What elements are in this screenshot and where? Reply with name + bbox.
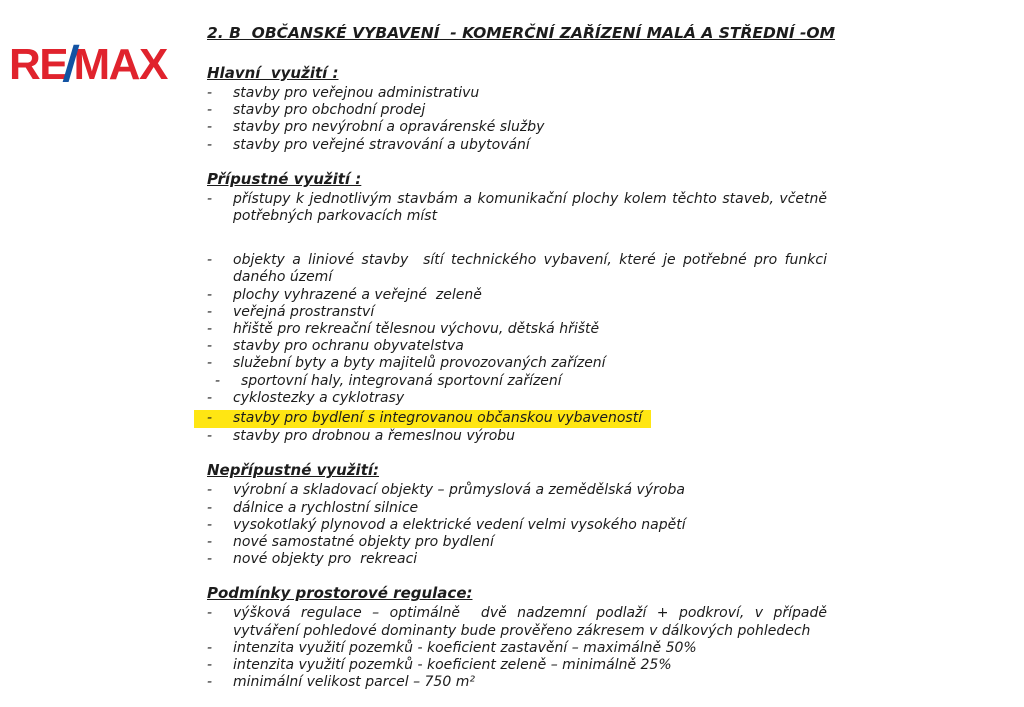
list-item — [207, 500, 827, 517]
section-heading: Nepřípustné využití: — [207, 461, 380, 480]
list-item-text: dálnice a rychlostní silnice — [233, 499, 419, 516]
list-item-text: minimální velikost parcel – 750 m² — [233, 674, 475, 691]
list-item-text: plochy vyhrazené a veřejné zeleně — [233, 286, 482, 303]
list-item-text: hřiště pro rekreační tělesnou výchovu, dětská hřiště — [233, 321, 600, 338]
list-item — [207, 605, 832, 639]
list-item-text: sportovní haly, integrovaná sportovní zařízení — [241, 372, 562, 389]
bullet-dash: - — [207, 551, 213, 568]
bullet-dash: - — [207, 639, 213, 656]
section-heading: Hlavní využití : — [207, 64, 339, 82]
bullet-dash: - — [207, 338, 213, 355]
list-item — [207, 338, 827, 355]
list-item — [207, 390, 827, 407]
section-hlavni-vyuziti — [207, 64, 827, 154]
bullet-dash: - — [207, 252, 213, 269]
bullet-dash: - — [207, 389, 213, 406]
bullet-dash: - — [215, 372, 221, 389]
list-item — [207, 482, 827, 499]
list-item-text: intenzita využití pozemků - koeficient zastavění – maximálně 50% — [233, 639, 697, 656]
document-body — [207, 24, 836, 707]
list-item — [207, 657, 827, 674]
list-item — [207, 119, 827, 136]
bullet-dash: - — [207, 499, 213, 516]
list-item-text: přístupy k jednotlivým stavbám a komunikační plochy kolem těchto staveb, včetně potřebných parkovacích míst — [233, 190, 832, 225]
list-item — [207, 252, 832, 286]
list-item — [207, 428, 827, 445]
list-item-text: výrobní a skladovací objekty – průmyslová a zemědělská výroba — [233, 482, 685, 499]
list-item-text: nové objekty pro rekreaci — [233, 551, 418, 568]
list-item-text: služební byty a byty majitelů provozovaných zařízení — [233, 355, 606, 372]
list-item-text: stavby pro drobnou a řemeslnou výrobu — [233, 428, 516, 445]
bullet-dash: - — [207, 428, 213, 445]
bullet-dash: - — [207, 410, 213, 427]
list-item — [207, 190, 832, 225]
section-podminky-regulace — [207, 584, 832, 691]
list-item — [207, 674, 827, 691]
list-item-text: stavby pro veřejné stravování a ubytování — [233, 136, 530, 153]
list-item — [207, 137, 827, 154]
list-item — [207, 551, 827, 568]
list-item-text: výšková regulace – optimálně dvě nadzemní podlaží + podkroví, v případě vytváření pohledové dominanty bude prověřeno zákresem v dálkových pohledech — [233, 605, 832, 639]
bullet-dash: - — [207, 534, 213, 551]
list-item-text: stavby pro obchodní prodej — [233, 102, 426, 119]
highlighted-list-item — [194, 410, 651, 428]
highlighted-item-text: stavby pro bydlení s integrovanou občanskou vybaveností — [233, 410, 643, 427]
list-item — [207, 321, 827, 338]
section-nepripustne-vyuziti — [207, 461, 827, 568]
bullet-dash: - — [207, 516, 213, 533]
bullet-dash: - — [207, 605, 213, 622]
remax-logo: RE/MAX — [9, 36, 167, 92]
list-item — [207, 304, 827, 321]
list-item — [207, 534, 827, 551]
list-item — [215, 373, 827, 390]
list-item — [207, 517, 827, 534]
list-item-text: cyklostezky a cyklotrasy — [233, 389, 405, 406]
bullet-dash: - — [207, 190, 213, 207]
list-item — [207, 85, 827, 102]
document-title: 2. B OBČANSKÉ VYBAVENÍ - KOMERČNÍ ZAŘÍZENÍ MALÁ A STŘEDNÍ -OM — [207, 24, 836, 42]
logo-text-max: MAX — [73, 40, 167, 89]
list-item-text: stavby pro ochranu obyvatelstva — [233, 338, 464, 355]
list-item-text: nové samostatné objekty pro bydlení — [233, 534, 494, 551]
bullet-dash: - — [207, 119, 213, 136]
list-item — [207, 355, 827, 372]
list-item-text: stavby pro nevýrobní a opravárenské služby — [233, 119, 545, 136]
list-item — [207, 102, 827, 119]
section-heading: Přípustné využití : — [207, 169, 362, 188]
logo-text-re: RE — [9, 40, 68, 89]
bullet-dash: - — [207, 136, 213, 153]
bullet-dash: - — [207, 657, 213, 674]
bullet-dash: - — [207, 286, 213, 303]
list-item-text: veřejná prostranství — [233, 303, 375, 320]
list-item-text: intenzita využití pozemků - koeficient zeleně – minimálně 25% — [233, 657, 672, 674]
section-heading: Podmínky prostorové regulace: — [207, 584, 473, 603]
bullet-dash: - — [207, 482, 213, 499]
list-item — [207, 287, 827, 304]
bullet-dash: - — [207, 102, 213, 119]
list-item — [207, 640, 827, 657]
list-item-text: vysokotlaký plynovod a elektrické vedení velmi vysokého napětí — [233, 516, 686, 533]
bullet-dash: - — [207, 674, 213, 691]
list-item-text: objekty a liniové stavby sítí technického vybavení, které je potřebné pro funkci daného území — [233, 252, 832, 286]
bullet-dash: - — [207, 355, 213, 372]
bullet-dash: - — [207, 303, 213, 320]
list-item-text: stavby pro veřejnou administrativu — [233, 85, 480, 101]
bullet-dash: - — [207, 85, 213, 101]
bullet-dash: - — [207, 321, 213, 338]
section-pripustne-vyuziti — [207, 169, 832, 446]
